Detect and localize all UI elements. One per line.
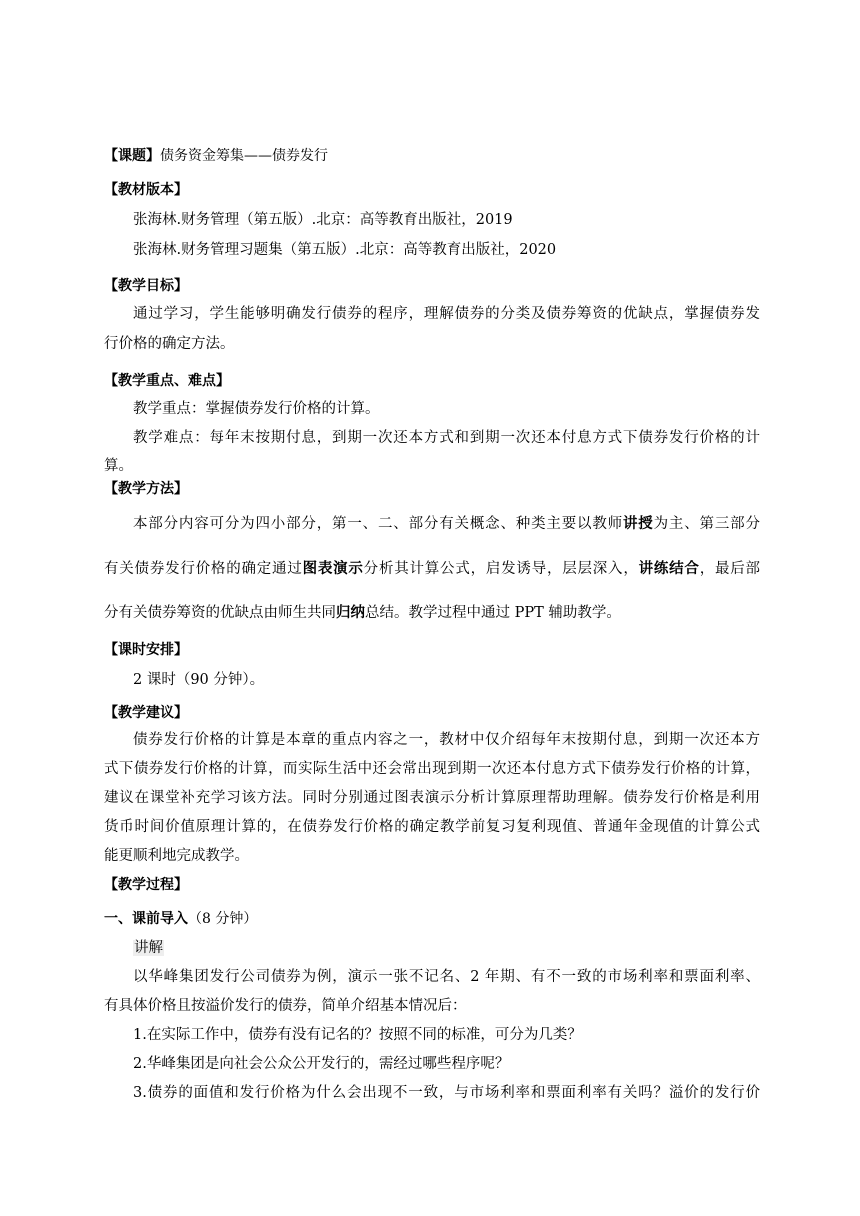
section-title: 一、课前导入 xyxy=(104,911,188,927)
key-points-heading: 【教学重点、难点】 xyxy=(104,373,230,389)
textbook-heading: 【教材版本】 xyxy=(104,182,188,198)
schedule-heading: 【课时安排】 xyxy=(104,642,188,658)
methods-emphasis: 讲授 xyxy=(623,516,654,532)
methods-emphasis: 图表演示 xyxy=(302,561,364,577)
process-heading: 【教学过程】 xyxy=(104,877,188,893)
section-duration: （8 分钟） xyxy=(188,911,258,927)
schedule-value: 2 课时（90 分钟）。 xyxy=(133,672,265,688)
difficult-point-line: 教学难点：每年末按期付息，到期一次还本方式和到期一次还本付息方式下债券发行价格的计 xyxy=(133,430,760,446)
methods-text: 为主、第三部分 xyxy=(653,516,760,532)
explain-tag: 讲解 xyxy=(134,940,163,956)
section-tag-line xyxy=(133,938,164,958)
suggestions-line: 建议在课堂补充学习该方法。同时分别通过图表演示分析计算原理帮助理解。债券发行价格是利用 xyxy=(104,790,760,806)
topic-label: 【课题】 xyxy=(104,148,160,164)
methods-text: ，最后部 xyxy=(699,561,761,577)
topic-line xyxy=(104,146,328,166)
suggestions-line: 货币时间价值原理计算的，在债券发行价格的确定教学前复习复利现值、普通年金现值的计算公式 xyxy=(104,819,760,835)
objectives-heading: 【教学目标】 xyxy=(104,278,188,294)
methods-text: 分有关债券筹资的优缺点由师生共同 xyxy=(104,605,336,621)
textbook-item: 张海林.财务管理（第五版）.北京：高等教育出版社，2019 xyxy=(133,212,513,228)
methods-line xyxy=(104,603,621,623)
intro-line: 以华峰集团发行公司债券为例，演示一张不记名、2 年期、有不一致的市场利率和票面利率、 xyxy=(133,969,760,985)
question-item: 1.在实际工作中，债券有没有记名的？按照不同的标准，可分为几类？ xyxy=(133,1027,582,1043)
key-point-line: 教学重点：掌握债券发行价格的计算。 xyxy=(133,401,380,417)
methods-emphasis: 讲练结合 xyxy=(638,561,700,577)
methods-line xyxy=(104,559,760,579)
question-item: 3.债券的面值和发行价格为什么会出现不一致，与市场利率和票面利率有关吗？溢价的发行价 xyxy=(133,1085,760,1101)
intro-line: 有具体价格且按溢价发行的债券，简单介绍基本情况后： xyxy=(104,998,467,1014)
methods-line xyxy=(133,514,760,534)
textbook-item: 张海林.财务管理习题集（第五版）.北京：高等教育出版社，2020 xyxy=(133,242,557,258)
methods-text: 本部分内容可分为四小部分，第一、二、部分有关概念、种类主要以教师 xyxy=(133,516,623,532)
suggestions-line: 债券发行价格的计算是本章的重点内容之一，教材中仅介绍每年末按期付息，到期一次还本方 xyxy=(133,732,760,748)
methods-heading: 【教学方法】 xyxy=(104,481,188,497)
suggestions-line: 式下债券发行价格的计算，而实际生活中还会常出现到期一次还本付息方式下债券发行价格的计算， xyxy=(104,761,760,777)
methods-text: 有关债券发行价格的确定通过 xyxy=(104,561,303,577)
suggestions-line: 能更顺利地完成教学。 xyxy=(104,848,249,864)
methods-text: 分析其计算公式，启发诱导，层层深入， xyxy=(363,561,639,577)
section-title-line xyxy=(104,909,257,929)
difficult-point-line: 算。 xyxy=(104,458,133,474)
objectives-line: 行价格的确定方法。 xyxy=(104,336,235,352)
suggestions-heading: 【教学建议】 xyxy=(104,705,188,721)
topic-value: 债务资金筹集——债券发行 xyxy=(160,148,328,164)
methods-text: 总结。教学过程中通过 PPT 辅助教学。 xyxy=(365,605,621,621)
methods-emphasis: 归纳 xyxy=(336,605,365,621)
question-item: 2.华峰集团是向社会公众公开发行的，需经过哪些程序呢？ xyxy=(133,1056,510,1072)
objectives-line: 通过学习，学生能够明确发行债券的程序，理解债券的分类及债券筹资的优缺点，掌握债券发 xyxy=(133,306,760,322)
